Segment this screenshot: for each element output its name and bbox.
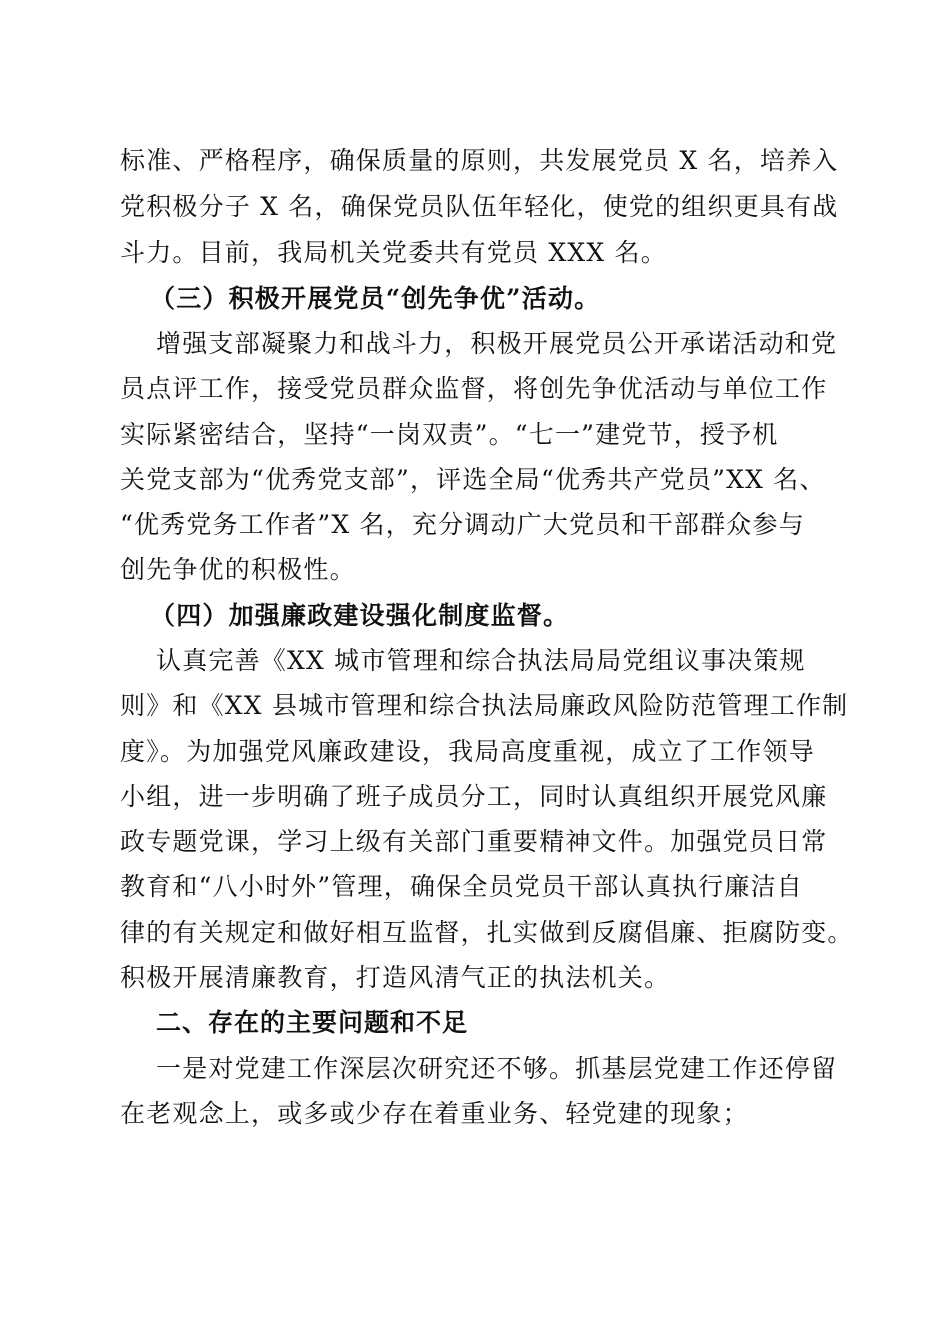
body-line: 积极开展清廉教育，打造风清气正的执法机关。 — [120, 963, 671, 992]
body-line: “优秀党务工作者”X 名，充分调动广大党员和干部群众参与 — [120, 510, 805, 539]
body-line: 则》和《XX 县城市管理和综合执法局廉政风险防范管理工作制 — [120, 691, 849, 720]
body-line: 政专题党课，学习上级有关部门重要精神文件。加强党员日常 — [120, 827, 828, 856]
body-line: 党积极分子 X 名，确保党员队伍年轻化，使党的组织更具有战 — [120, 192, 839, 221]
body-line: 一是对党建工作深层次研究还不够。抓基层党建工作还停留 — [156, 1054, 838, 1083]
body-line: 创先争优的积极性。 — [120, 555, 356, 584]
body-line: 增强支部凝聚力和战斗力，积极开展党员公开承诺活动和党 — [156, 329, 838, 358]
body-line: 教育和“八小时外”管理，确保全员党员干部认真执行廉洁自 — [120, 872, 803, 901]
body-line: 在老观念上，或多或少存在着重业务、轻党建的现象； — [120, 1099, 749, 1128]
body-line: 度》。为加强党风廉政建设，我局高度重视，成立了工作领导 — [120, 737, 815, 766]
body-line: 小组，进一步明确了班子成员分工，同时认真组织开展党风廉 — [120, 782, 828, 811]
body-line: 认真完善《XX 城市管理和综合执法局局党组议事决策规 — [156, 646, 806, 675]
section-heading-3: （三）积极开展党员“创先争优”活动。 — [150, 284, 601, 313]
body-line: 员点评工作，接受党员群众监督，将创先争优活动与单位工作 — [120, 374, 828, 403]
body-line: 斗力。目前，我局机关党委共有党员 XXX 名。 — [120, 238, 667, 267]
body-line: 关党支部为“优秀党支部”，评选全局“优秀共产党员”XX 名、 — [120, 465, 826, 494]
body-line: 律的有关规定和做好相互监督，扎实做到反腐倡廉、拒腐防变。 — [120, 918, 854, 947]
body-line: 标准、严格程序，确保质量的原则，共发展党员 X 名，培养入 — [120, 146, 839, 175]
section-heading-4: （四）加强廉政建设强化制度监督。 — [150, 601, 570, 630]
body-line: 实际紧密结合，坚持“一岗双责”。“七一”建党节，授予机 — [120, 420, 779, 449]
chapter-heading-2: 二、存在的主要问题和不足 — [156, 1008, 469, 1037]
